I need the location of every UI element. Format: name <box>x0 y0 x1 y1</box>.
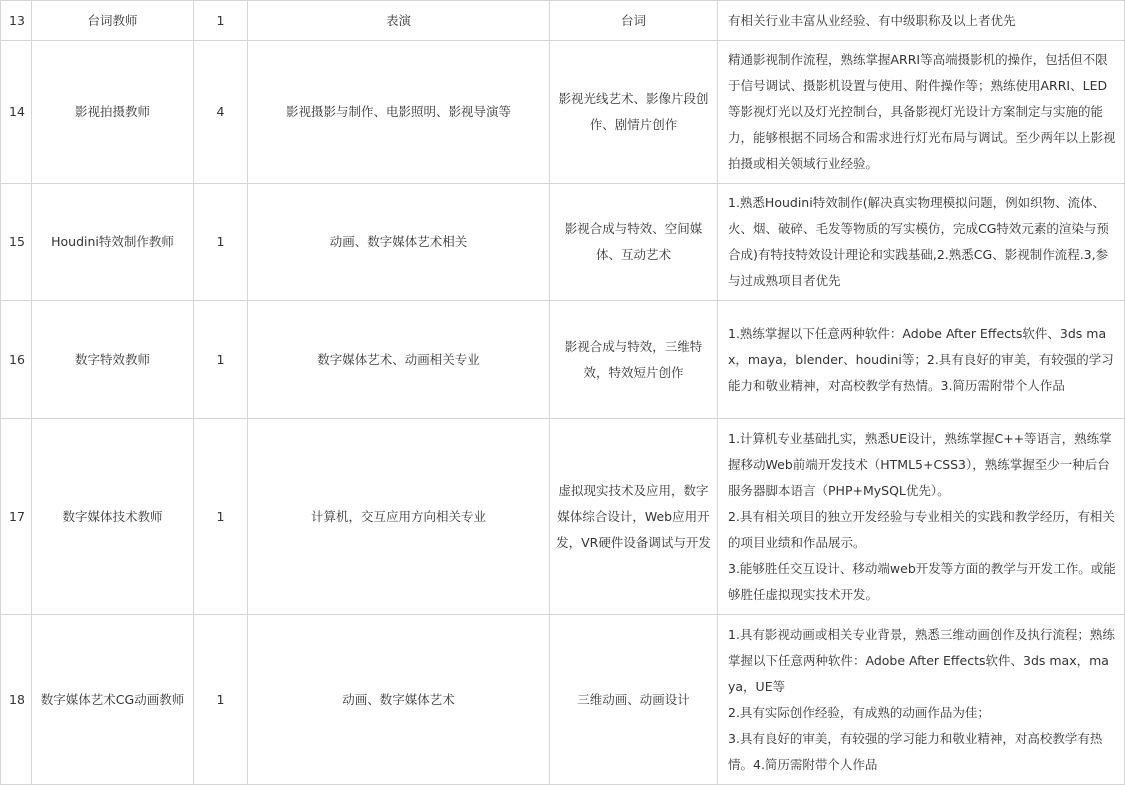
position-count: 1 <box>194 301 248 419</box>
table-row <box>1 615 1125 785</box>
requirement-text: 1.熟练掌握以下任意两种软件：Adobe After Effects软件、3ds max，maya，blender、houdini等；2.具有良好的审美，有较强的学习能力和敬业精神，对高校教学有热情。3.简历需附带个人作品 <box>728 325 1114 393</box>
position-name: 数字媒体技术教师 <box>32 419 194 615</box>
row-number: 17 <box>1 419 32 615</box>
position-count: 1 <box>194 615 248 785</box>
requirement-text: 有相关行业丰富从业经验、有中级职称及以上者优先 <box>728 12 1016 28</box>
position-count: 1 <box>194 184 248 301</box>
requirement-text: 1.熟悉Houdini特效制作(解决真实物理模拟问题，例如织物、流体、火、烟、破碎、毛发等物质的写实模仿，完成CG特效元素的渲染与预合成)有特技特效设计理论和实践基础,2.熟悉CG、影视制作流程.3,参与过成熟项目者优先 <box>728 195 1109 288</box>
table-row <box>1 301 1125 419</box>
position-count: 4 <box>194 41 248 184</box>
table-row <box>1 184 1125 301</box>
position-name: 数字媒体艺术CG动画教师 <box>32 615 194 785</box>
requirement-text: 2.具有相关项目的独立开发经验与专业相关的实践和教学经历，有相关的项目业绩和作品展示。 <box>728 508 1115 550</box>
other-requirements <box>718 184 1125 301</box>
position-count: 1 <box>194 419 248 615</box>
table-row <box>1 41 1125 184</box>
position-name: 影视拍摄教师 <box>32 41 194 184</box>
row-number: 14 <box>1 41 32 184</box>
row-number: 13 <box>1 1 32 41</box>
requirement-text: 3.具有良好的审美，有较强的学习能力和敬业精神，对高校教学有热情。4.简历需附带个人作品 <box>728 730 1103 772</box>
research-direction: 影视合成与特效，三维特效，特效短片创作 <box>550 301 718 419</box>
major-requirement: 动画、数字媒体艺术相关 <box>248 184 550 301</box>
row-number: 18 <box>1 615 32 785</box>
other-requirements <box>718 419 1125 615</box>
position-name: Houdini特效制作教师 <box>32 184 194 301</box>
major-requirement: 动画、数字媒体艺术 <box>248 615 550 785</box>
other-requirements <box>718 301 1125 419</box>
research-direction: 三维动画、动画设计 <box>550 615 718 785</box>
requirement-text: 1.具有影视动画或相关专业背景，熟悉三维动画创作及执行流程；熟练掌握以下任意两种软件：Adobe After Effects软件、3ds max，maya，UE等 <box>728 626 1115 694</box>
requirement-text: 1.计算机专业基础扎实，熟悉UE设计，熟练掌握C++等语言，熟练掌握移动Web前端开发技术（HTML5+CSS3），熟练掌握至少一种后台服务器脚本语言（PHP+MySQL优先）。 <box>728 430 1112 498</box>
requirement-text: 3.能够胜任交互设计、移动端web开发等方面的教学与开发工作。或能够胜任虚拟现实技术开发。 <box>728 560 1116 602</box>
other-requirements <box>718 1 1125 41</box>
major-requirement: 影视摄影与制作、电影照明、影视导演等 <box>248 41 550 184</box>
other-requirements <box>718 41 1125 184</box>
position-name: 数字特效教师 <box>32 301 194 419</box>
research-direction: 影视光线艺术、影像片段创作、剧情片创作 <box>550 41 718 184</box>
other-requirements <box>718 615 1125 785</box>
major-requirement: 数字媒体艺术、动画相关专业 <box>248 301 550 419</box>
research-direction: 台词 <box>550 1 718 41</box>
major-requirement: 计算机，交互应用方向相关专业 <box>248 419 550 615</box>
position-count: 1 <box>194 1 248 41</box>
position-name: 台词教师 <box>32 1 194 41</box>
requirement-text: 精通影视制作流程，熟练掌握ARRI等高端摄影机的操作，包括但不限于信号调试、摄影机设置与使用、附件操作等；熟练使用ARRI、LED等影视灯光以及灯光控制台，具备影视灯光设计方案制定与实施的能力，能够根据不同场合和需求进行灯光布局与调试。至少两年以上影视拍摄或相关领域行业经验。 <box>728 52 1116 171</box>
research-direction: 影视合成与特效、空间媒体、互动艺术 <box>550 184 718 301</box>
requirement-text: 2.具有实际创作经验，有成熟的动画作品为佳； <box>728 704 990 720</box>
row-number: 16 <box>1 301 32 419</box>
major-requirement: 表演 <box>248 1 550 41</box>
table-row <box>1 419 1125 615</box>
research-direction: 虚拟现实技术及应用，数字媒体综合设计，Web应用开发，VR硬件设备调试与开发 <box>550 419 718 615</box>
table-row <box>1 1 1125 41</box>
row-number: 15 <box>1 184 32 301</box>
